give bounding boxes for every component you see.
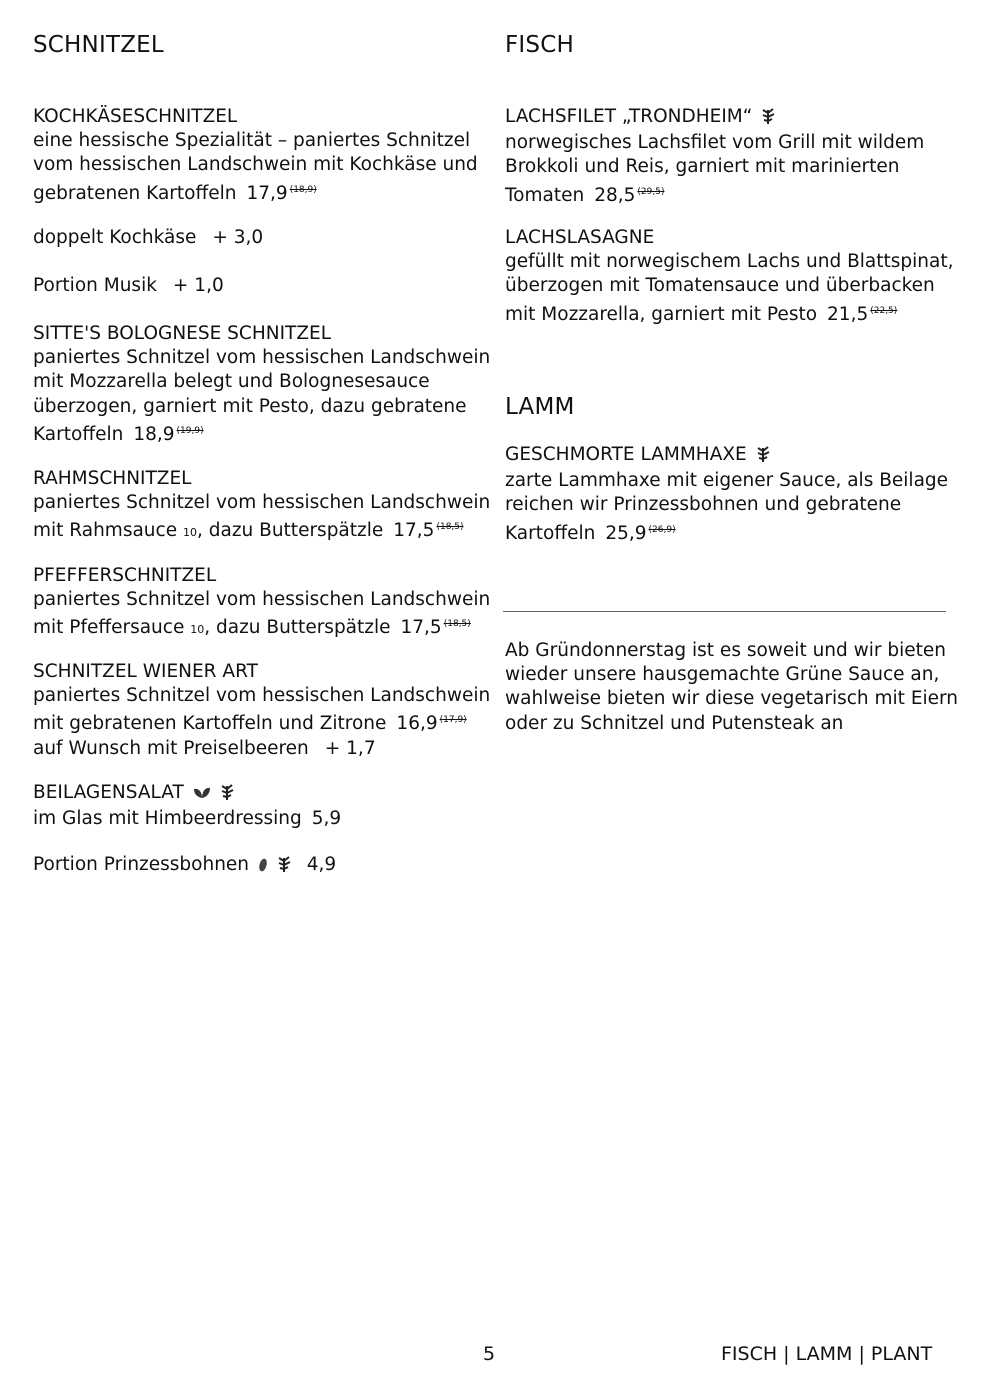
dish-description: reichen wir Prinzessbohnen und gebratene xyxy=(505,494,902,516)
bean-icon xyxy=(258,855,268,879)
dish-description: eine hessische Spezialität – paniertes Schnitzel xyxy=(33,130,471,152)
dish-description: im Glas mit Himbeerdressing xyxy=(33,808,302,830)
dish-description: paniertes Schnitzel vom hessischen Landschwein xyxy=(33,685,491,707)
dish-description: zarte Lammhaxe mit eigener Sauce, als Beilage xyxy=(505,470,949,492)
extra-price: + 1,7 xyxy=(324,737,376,759)
dish-price: 18,9 xyxy=(133,423,175,445)
menu-item-lachslasagne xyxy=(505,226,954,327)
plant-icon xyxy=(756,445,770,469)
extra-price: + 3,0 xyxy=(212,227,264,248)
old-price: (18,9) xyxy=(289,184,317,195)
old-price: (22,5) xyxy=(870,305,898,316)
notice-text: Ab Gründonnerstag ist es soweit und wir bieten xyxy=(505,640,947,661)
leaf-icon xyxy=(193,783,211,807)
menu-item-geschmorte-lammhaxe xyxy=(505,443,950,546)
dish-description: Tomaten xyxy=(505,184,585,206)
menu-item-beilagensalat xyxy=(33,781,483,831)
extra-price: + 1,0 xyxy=(172,275,224,296)
dish-description: , dazu Butterspätzle xyxy=(196,520,384,542)
dish-description: vom hessischen Landschwein mit Kochkäse und xyxy=(33,154,478,176)
menu-item-schnitzel-wiener-art xyxy=(33,660,491,761)
dish-description: Kartoffeln xyxy=(505,522,596,544)
dish-name: LACHSFILET „TRONDHEIM“ xyxy=(505,106,753,127)
dish-description: mit Rahmsauce xyxy=(33,520,178,542)
extra-portion-musik xyxy=(33,274,483,298)
section-title-fisch: FISCH xyxy=(505,32,574,58)
extra-label: doppelt Kochkäse xyxy=(33,227,197,248)
notice-text: wieder unsere hausgemachte Grüne Sauce an, xyxy=(505,664,940,686)
dish-name: BEILAGENSALAT xyxy=(33,782,184,803)
dish-price: 5,9 xyxy=(311,808,342,830)
menu-item-rahmschnitzel xyxy=(33,467,491,546)
dish-description: paniertes Schnitzel vom hessischen Landschwein xyxy=(33,347,491,369)
dish-description: mit Pfeffersauce xyxy=(33,617,185,639)
dish-description: norwegisches Lachsfilet vom Grill mit wildem xyxy=(505,132,925,154)
dish-description: auf Wunsch mit Preiselbeeren xyxy=(33,737,309,759)
divider xyxy=(503,611,946,612)
dish-description: gefüllt mit norwegischem Lachs und Blattspinat, xyxy=(505,251,954,273)
plant-icon xyxy=(761,107,775,131)
section-title-lamm: LAMM xyxy=(505,394,575,420)
dish-description: , dazu Butterspätzle xyxy=(204,617,391,639)
notice-gruene-sauce xyxy=(505,639,959,736)
menu-item-portion-prinzessbohnen xyxy=(33,853,483,879)
dish-price: 17,5 xyxy=(393,520,435,542)
menu-item-kochkaeseschnitzel xyxy=(33,105,483,206)
footer-section-label: FISCH | LAMM | PLANT xyxy=(721,1343,933,1365)
dish-name: Portion Prinzessbohnen xyxy=(33,854,250,875)
menu-item-bolognese-schnitzel xyxy=(33,322,491,447)
dish-name: PFEFFERSCHNITZEL xyxy=(33,565,217,586)
dish-name: GESCHMORTE LAMMHAXE xyxy=(505,444,747,465)
dish-description: Brokkoli und Reis, garniert mit marinierten xyxy=(505,156,900,178)
dish-description: paniertes Schnitzel vom hessischen Landschwein xyxy=(33,492,491,514)
section-title-schnitzel: SCHNITZEL xyxy=(33,32,164,58)
extra-doppelt-kochkaese xyxy=(33,226,483,250)
dish-description: mit gebratenen Kartoffeln und Zitrone xyxy=(33,713,387,735)
dish-price: 25,9 xyxy=(605,522,647,544)
dish-name: KOCHKÄSESCHNITZEL xyxy=(33,106,238,127)
dish-name: LACHSLASAGNE xyxy=(505,227,655,248)
dish-description: gebratenen Kartoffeln xyxy=(33,182,237,204)
page-number: 5 xyxy=(483,1343,496,1365)
plant-icon xyxy=(277,855,291,879)
dish-price: 17,9 xyxy=(246,182,288,204)
dish-description: Kartoffeln xyxy=(33,423,124,445)
allergen-code: 10 xyxy=(190,623,205,637)
dish-price: 16,9 xyxy=(396,713,438,735)
dish-name: RAHMSCHNITZEL xyxy=(33,468,192,489)
notice-text: wahlweise bieten wir diese vegetarisch mit Eiern xyxy=(505,688,959,710)
extra-label: Portion Musik xyxy=(33,275,157,296)
allergen-code: 10 xyxy=(182,526,197,540)
old-price: (26,9) xyxy=(648,524,676,535)
menu-item-pfefferschnitzel xyxy=(33,564,491,643)
dish-description: mit Mozzarella belegt und Bolognesesauce xyxy=(33,371,430,393)
old-price: (19,9) xyxy=(176,425,204,436)
old-price: (29,5) xyxy=(637,186,665,197)
dish-price: 21,5 xyxy=(827,303,869,325)
dish-description: überzogen, garniert mit Pesto, dazu gebratene xyxy=(33,395,467,417)
notice-text: oder zu Schnitzel und Putensteak an xyxy=(505,712,844,734)
menu-item-lachsfilet-trondheim xyxy=(505,105,950,208)
old-price: (17,9) xyxy=(439,715,467,726)
dish-price: 28,5 xyxy=(594,184,636,206)
dish-description: mit Mozzarella, garniert mit Pesto xyxy=(505,303,818,325)
old-price: (18,5) xyxy=(436,522,464,533)
dish-description: paniertes Schnitzel vom hessischen Landschwein xyxy=(33,589,491,611)
plant-icon xyxy=(220,783,234,807)
dish-name: SCHNITZEL WIENER ART xyxy=(33,661,258,682)
dish-price: 17,5 xyxy=(400,617,442,639)
dish-description: überzogen mit Tomatensauce und überbacken xyxy=(505,275,935,297)
old-price: (18,5) xyxy=(443,619,471,630)
dish-price: 4,9 xyxy=(306,854,337,875)
dish-name: SITTE'S BOLOGNESE SCHNITZEL xyxy=(33,323,332,344)
